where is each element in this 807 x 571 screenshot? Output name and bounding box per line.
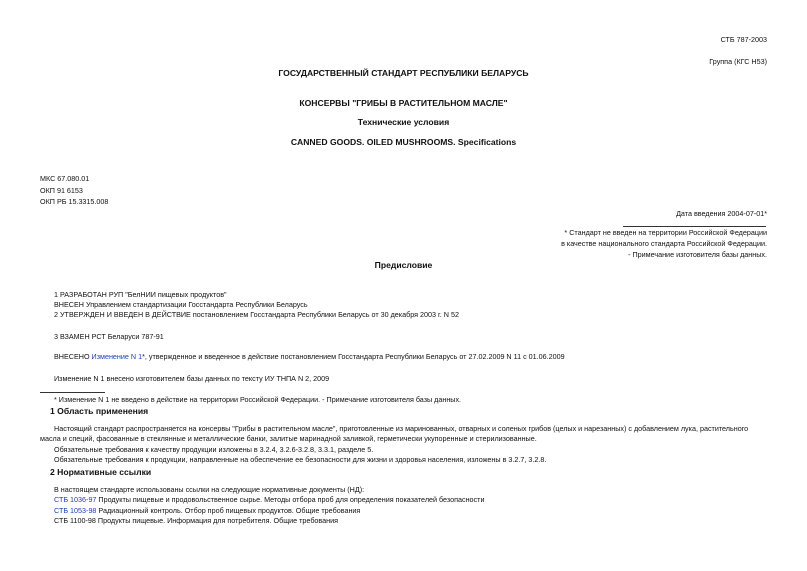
product-title: КОНСЕРВЫ "ГРИБЫ В РАСТИТЕЛЬНОМ МАСЛЕ" xyxy=(299,98,508,108)
okp-rb-code: ОКП РБ 15.3315.008 xyxy=(40,197,109,206)
foreword-title: Предисловие xyxy=(374,260,433,270)
foreword-footnote: * Изменение N 1 не введено в действие на территории Российской Федерации. - Примечание изготовителя базы данных. xyxy=(54,395,462,404)
section-1-title: 1 Область применения xyxy=(50,406,149,416)
document-code: СТБ 787-2003 xyxy=(720,35,767,44)
reference-item xyxy=(54,507,360,516)
foreword-amendment xyxy=(54,353,565,362)
foreword-approved: 2 УТВЕРЖДЕН И ВВЕДЕН В ДЕЙСТВИЕ постановлением Госстандарта Республики Беларусь от 30 декабря 2003 г. N 52 xyxy=(54,310,459,319)
reference-link[interactable]: СТБ 1053-98 xyxy=(54,506,97,515)
reference-text: Радиационный контроль. Отбор проб пищевых продуктов. Общие требования xyxy=(96,506,361,515)
foreword-submitted: ВНЕСЕН Управлением стандартизации Госстандарта Республики Беларусь xyxy=(54,300,308,309)
section-1-para3: Обязательные требования к продукции, направленные на обеспечение ее безопасности для жизни и здоровья населения, изложены в 3.2.7, 3.2.8. xyxy=(54,455,547,464)
reference-item xyxy=(54,496,484,505)
foreword-amendment-note: Изменение N 1 внесено изготовителем базы данных по тексту ИУ ТНПА N 2, 2009 xyxy=(54,374,330,383)
okp-code: ОКП 91 6153 xyxy=(40,186,83,195)
reference-link[interactable]: СТБ 1036-97 xyxy=(54,495,97,504)
intro-date: Дата введения 2004-07-01* xyxy=(676,209,767,218)
mks-code: МКС 67.080.01 xyxy=(40,174,90,183)
reference-item xyxy=(54,517,338,526)
amendment-link[interactable]: Изменение N 1 xyxy=(91,352,143,361)
section-2-intro: В настоящем стандарте использованы ссылки на следующие нормативные документы (НД): xyxy=(54,485,365,494)
amendment-prefix: ВНЕСЕНО xyxy=(54,352,92,361)
spec-title-ru: Технические условия xyxy=(357,117,450,127)
amendment-suffix: *, утвержденное и введенное в действие постановлением Госстандарта Республики Беларусь от 27.02.2009 N 11 с 01.06.2009 xyxy=(142,352,565,361)
footnote-divider-top xyxy=(623,226,766,227)
reference-text: Продукты пищевые. Информация для потребителя. Общие требования xyxy=(95,516,339,525)
footnote-divider xyxy=(40,392,105,393)
foreword-replaces: 3 ВЗАМЕН РСТ Беларуси 787-91 xyxy=(54,332,164,341)
classification-group: Группа (КГС Н53) xyxy=(709,57,767,66)
standard-title: ГОСУДАРСТВЕННЫЙ СТАНДАРТ РЕСПУБЛИКИ БЕЛАРУСЬ xyxy=(278,68,529,78)
reference-text: Продукты пищевые и продовольственное сырье. Методы отбора проб для определения показателей безопасности xyxy=(96,495,485,504)
footnote-top-line3: - Примечание изготовителя базы данных. xyxy=(628,250,767,259)
foreword-developed: 1 РАЗРАБОТАН РУП "БелНИИ пищевых продуктов" xyxy=(54,290,227,299)
section-2-title: 2 Нормативные ссылки xyxy=(50,467,152,477)
section-1-para1a: Настоящий стандарт распространяется на консервы "Грибы в растительном масле", приготовленные из маринованных, отварных и соленых грибов (целых и нарезанных) с добавлением лука, растительного xyxy=(54,424,749,433)
spec-title-en: CANNED GOODS. OILED MUSHROOMS. Specifications xyxy=(290,137,517,147)
section-1-para1b: масла и специй, фасованные в стеклянные и металлические банки, залитые маринадной заливкой, герметически укупоренные и стерилизованные. xyxy=(40,434,537,443)
footnote-top-line2: в качестве национального стандарта Российской Федерации. xyxy=(561,239,767,248)
footnote-top-line1: * Стандарт не введен на территории Российской Федерации xyxy=(564,228,767,237)
section-1-para2: Обязательные требования к качеству продукции изложены в 3.2.4, 3.2.6-3.2.8, 3.3.1, разделе 5. xyxy=(54,445,374,454)
reference-code: СТБ 1100-98 xyxy=(54,516,96,525)
